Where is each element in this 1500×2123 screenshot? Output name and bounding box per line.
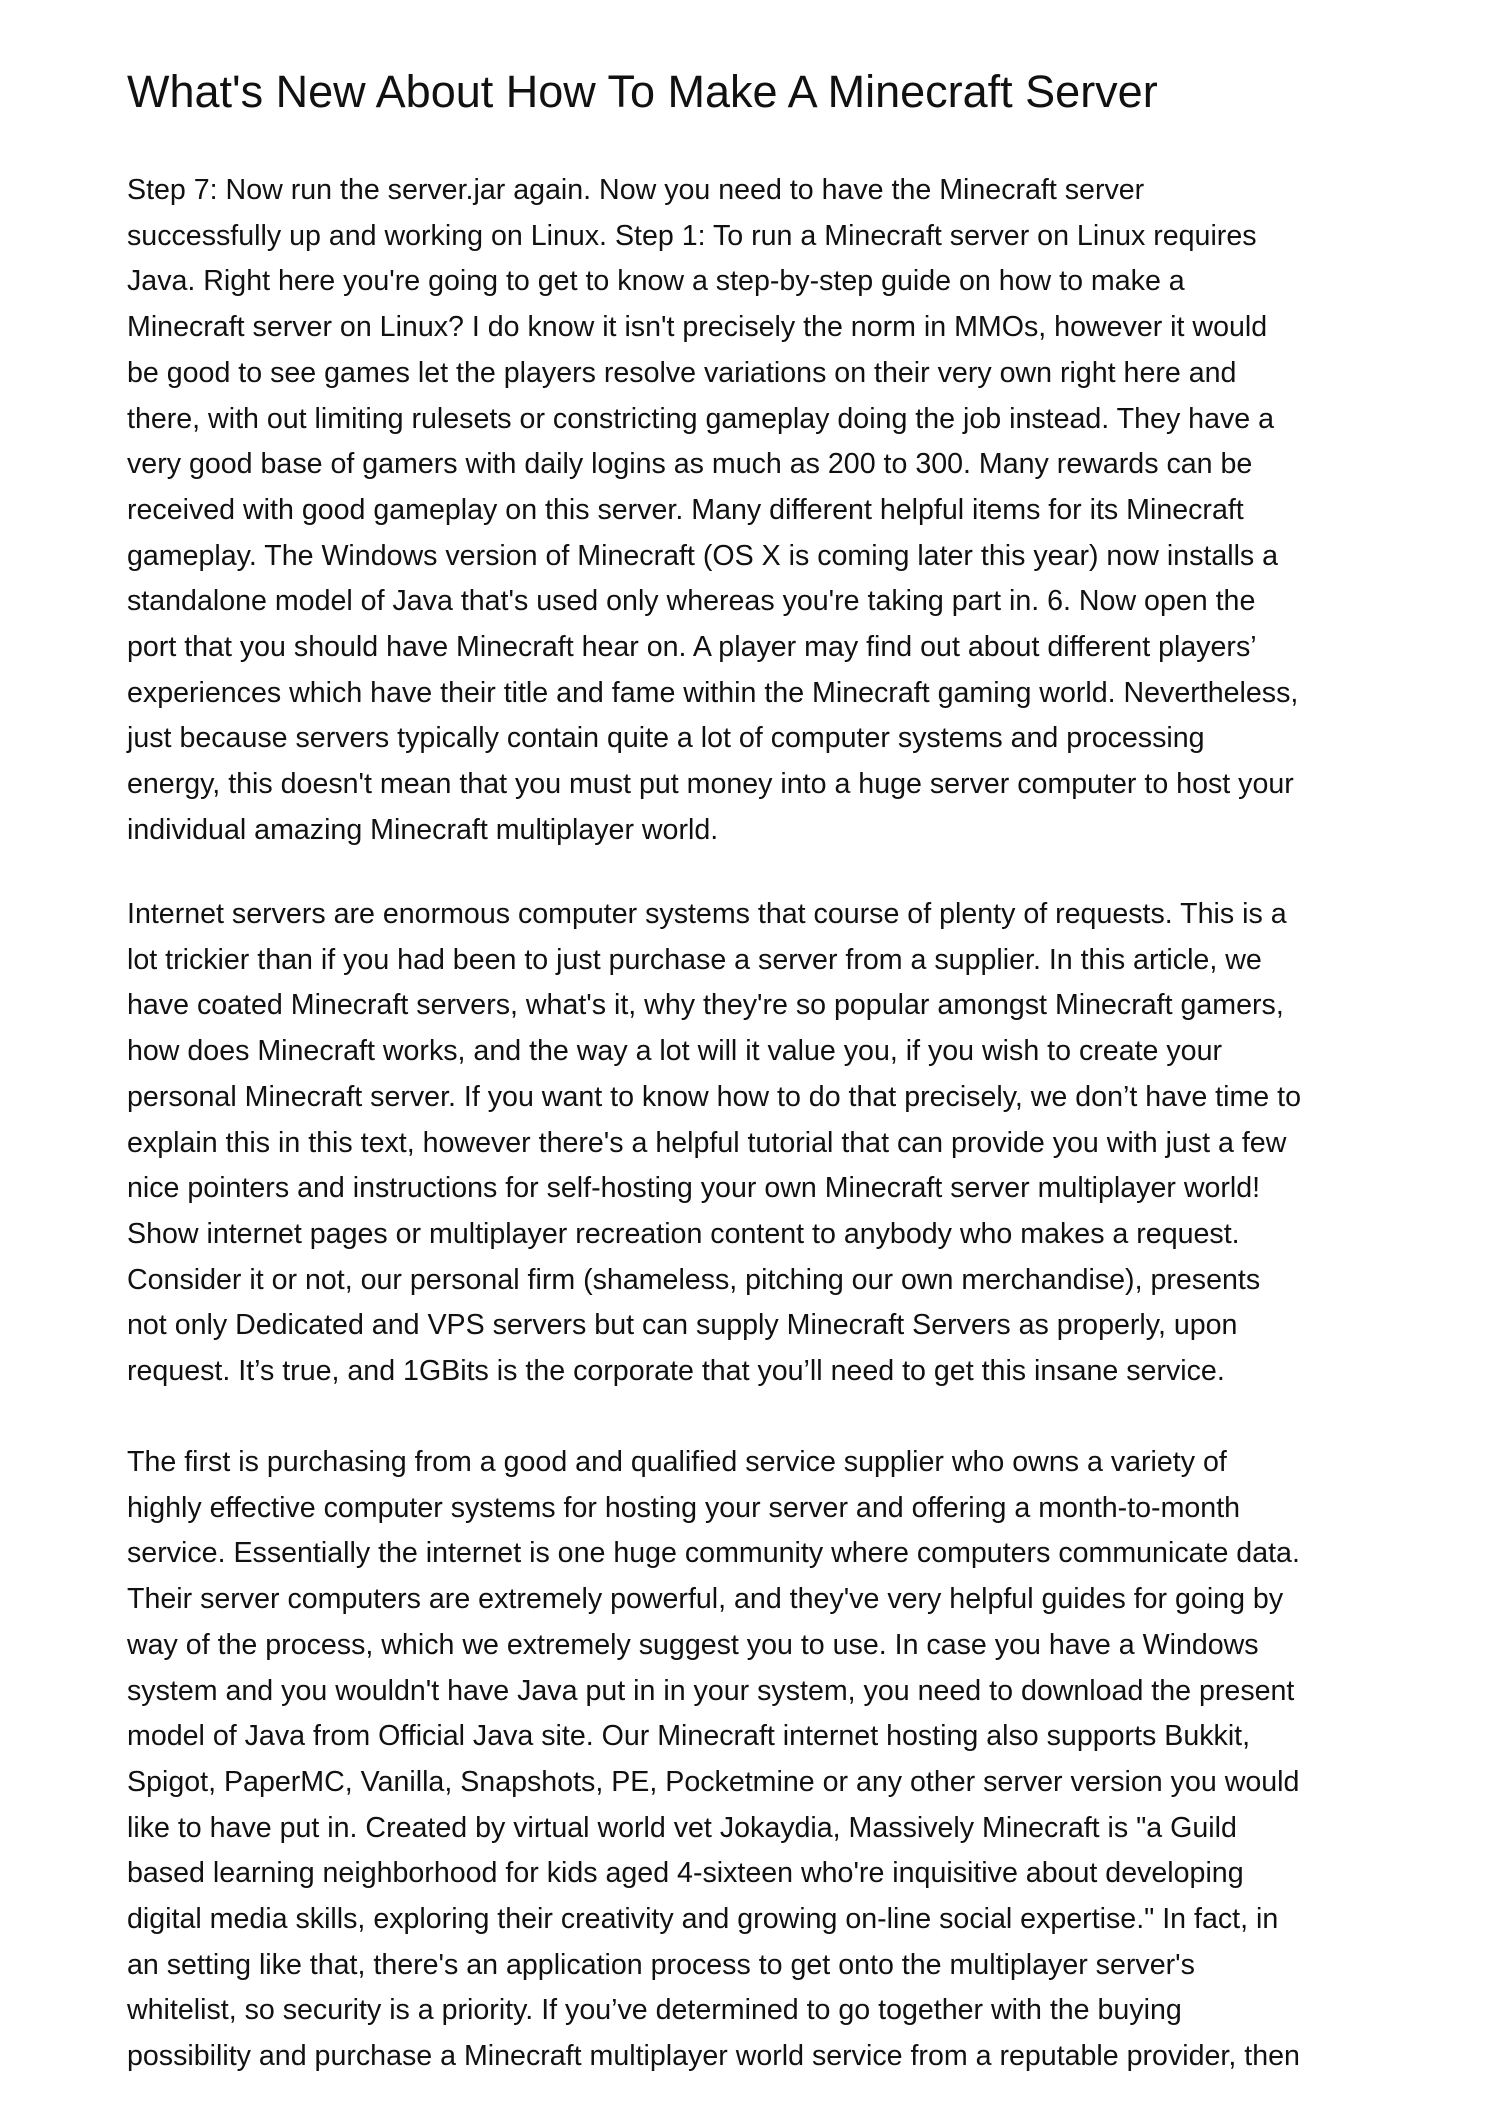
text-line: Their server computers are extremely powerful, and they've very helpful guides for going by [127,1583,1284,1616]
text-line: energy, this doesn't mean that you must put money into a huge server computer to host your [127,768,1294,801]
text-line: Internet servers are enormous computer systems that course of plenty of requests. This is a [127,898,1287,930]
text-line: way of the process, which we extremely suggest you to use. In case you have a Windows [127,1628,1259,1661]
text-line: possibility and purchase a Minecraft multiplayer world service from a reputable provider, then [127,2040,1300,2073]
paragraph-1 [127,168,1407,854]
text-line: Spigot, PaperMC, Vanilla, Snapshots, PE, Pocketmine or any other server version you would [127,1765,1300,1798]
text-line: highly effective computer systems for hosting your server and offering a month-to-month [127,1491,1241,1524]
text-line: Consider it or not, our personal firm (shameless, pitching our own merchandise), presents [127,1263,1261,1296]
text-line: lot trickier than if you had been to just purchase a server from a supplier. In this article, we [127,943,1262,976]
text-line: system and you wouldn't have Java put in in your system, you need to download the present [127,1674,1295,1707]
text-line: successfully up and working on Linux. Step 1: To run a Minecraft server on Linux requires [127,219,1257,252]
text-line: Show internet pages or multiplayer recreation content to anybody who makes a request. [127,1217,1240,1250]
text-line: an setting like that, there's an application process to get onto the multiplayer server's [127,1948,1195,1981]
text-line: how does Minecraft works, and the way a lot will it value you, if you wish to create your [127,1035,1223,1068]
text-line: received with good gameplay on this server. Many different helpful items for its Minecraft [127,493,1244,526]
paragraph-2 [127,892,1407,1395]
paragraph-3 [127,1440,1407,2080]
text-line: Step 7: Now run the server.jar again. Now you need to have the Minecraft server [127,174,1145,206]
text-line: The first is purchasing from a good and qualified service supplier who owns a variety of [127,1446,1227,1478]
text-line: service. Essentially the internet is one huge community where computers communicate data. [127,1537,1300,1570]
page-title: What's New About How To Make A Minecraft Server [127,66,1158,117]
text-line: experiences which have their title and fame within the Minecraft gaming world. Nevertheless, [127,676,1299,709]
text-line: explain this in this text, however there's a helpful tutorial that can provide you with just a few [127,1126,1287,1159]
text-line: model of Java from Official Java site. Our Minecraft internet hosting also supports Bukkit, [127,1720,1251,1753]
text-line: personal Minecraft server. If you want to know how to do that precisely, we don’t have time to [127,1080,1301,1113]
text-line: nice pointers and instructions for self-hosting your own Minecraft server multiplayer world! [127,1172,1261,1205]
text-line: request. It’s true, and 1GBits is the corporate that you’ll need to get this insane service. [127,1355,1225,1388]
text-line: individual amazing Minecraft multiplayer world. [127,813,719,846]
text-line: Java. Right here you're going to get to know a step-by-step guide on how to make a [127,265,1185,298]
text-line: digital media skills, exploring their creativity and growing on-line social expertise." In fact, in [127,1903,1279,1936]
text-line: have coated Minecraft servers, what's it, why they're so popular amongst Minecraft gamers, [127,989,1284,1022]
text-line: be good to see games let the players resolve variations on their very own right here and [127,356,1237,389]
text-line: there, with out limiting rulesets or constricting gameplay doing the job instead. They have a [127,402,1275,435]
text-line: not only Dedicated and VPS servers but can supply Minecraft Servers as properly, upon [127,1309,1238,1342]
text-line: like to have put in. Created by virtual world vet Jokaydia, Massively Minecraft is "a Guild [127,1811,1237,1844]
text-line: just because servers typically contain quite a lot of computer systems and processing [127,722,1205,755]
text-line: standalone model of Java that's used only whereas you're taking part in. 6. Now open the [127,585,1256,618]
text-line: whitelist, so security is a priority. If you’ve determined to go together with the buying [127,1994,1182,2027]
text-line: based learning neighborhood for kids aged 4-sixteen who're inquisitive about developing [127,1857,1244,1890]
text-line: gameplay. The Windows version of Minecraft (OS X is coming later this year) now installs a [127,539,1279,572]
text-line: Minecraft server on Linux? I do know it isn't precisely the norm in MMOs, however it would [127,311,1268,344]
text-line: port that you should have Minecraft hear on. A player may find out about different players’ [127,631,1257,664]
text-line: very good base of gamers with daily logins as much as 200 to 300. Many rewards can be [127,448,1253,481]
